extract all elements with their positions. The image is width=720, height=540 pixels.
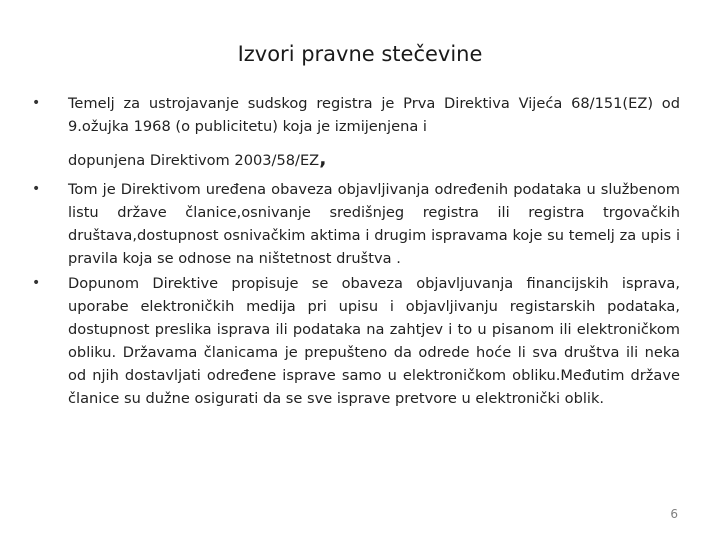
bullet-icon: • bbox=[32, 95, 41, 111]
bullet-item bbox=[30, 272, 680, 410]
bullet-item bbox=[30, 92, 680, 138]
bullet-text: Tom je Direktivom uređena obaveza objavljivanja određenih podataka u službenom listu države članice,osnivanje središnjeg registra ili registra trgovačkih društava,dostupnost osnivačkim aktima i drugim ispravama koje su temelj za upis i pravila koja se odnose na ništetnost društva . bbox=[68, 181, 680, 267]
bullet-item bbox=[30, 178, 680, 270]
bullet-list bbox=[30, 92, 680, 410]
bullet-icon: • bbox=[32, 275, 41, 291]
bullet-text: Temelj za ustrojavanje sudskog registra je Prva Direktiva Vijeća 68/151(EZ) od 9.ožujka 1968 (o publicitetu) koja je izmijenjena i bbox=[68, 95, 680, 135]
bullet-continuation-comma: , bbox=[319, 148, 327, 170]
bullet-continuation bbox=[68, 146, 680, 174]
bullet-text: Dopunom Direktive propisuje se obaveza objavljuvanja financijskih isprava, uporabe elektroničkih medija pri upisu i objavljivanju registarskih podataka, dostupnost preslika isprava ili podataka na zahtjev i to u pisanom ili elektroničkom obliku. Državama članicama je prepušteno da odrede hoće li sva društva ili neka od njih dostavljati određene isprave samo u elektroničkom obliku.Međutim države članice su dužne osigurati da se sve isprave pretvore u elektronički oblik. bbox=[68, 275, 680, 407]
page-number: 6 bbox=[670, 507, 678, 521]
bullet-continuation-text: dopunjena Direktivom 2003/58/EZ bbox=[68, 152, 320, 169]
slide-title: Izvori pravne stečevine bbox=[237, 42, 483, 66]
bullet-icon: • bbox=[32, 181, 41, 197]
